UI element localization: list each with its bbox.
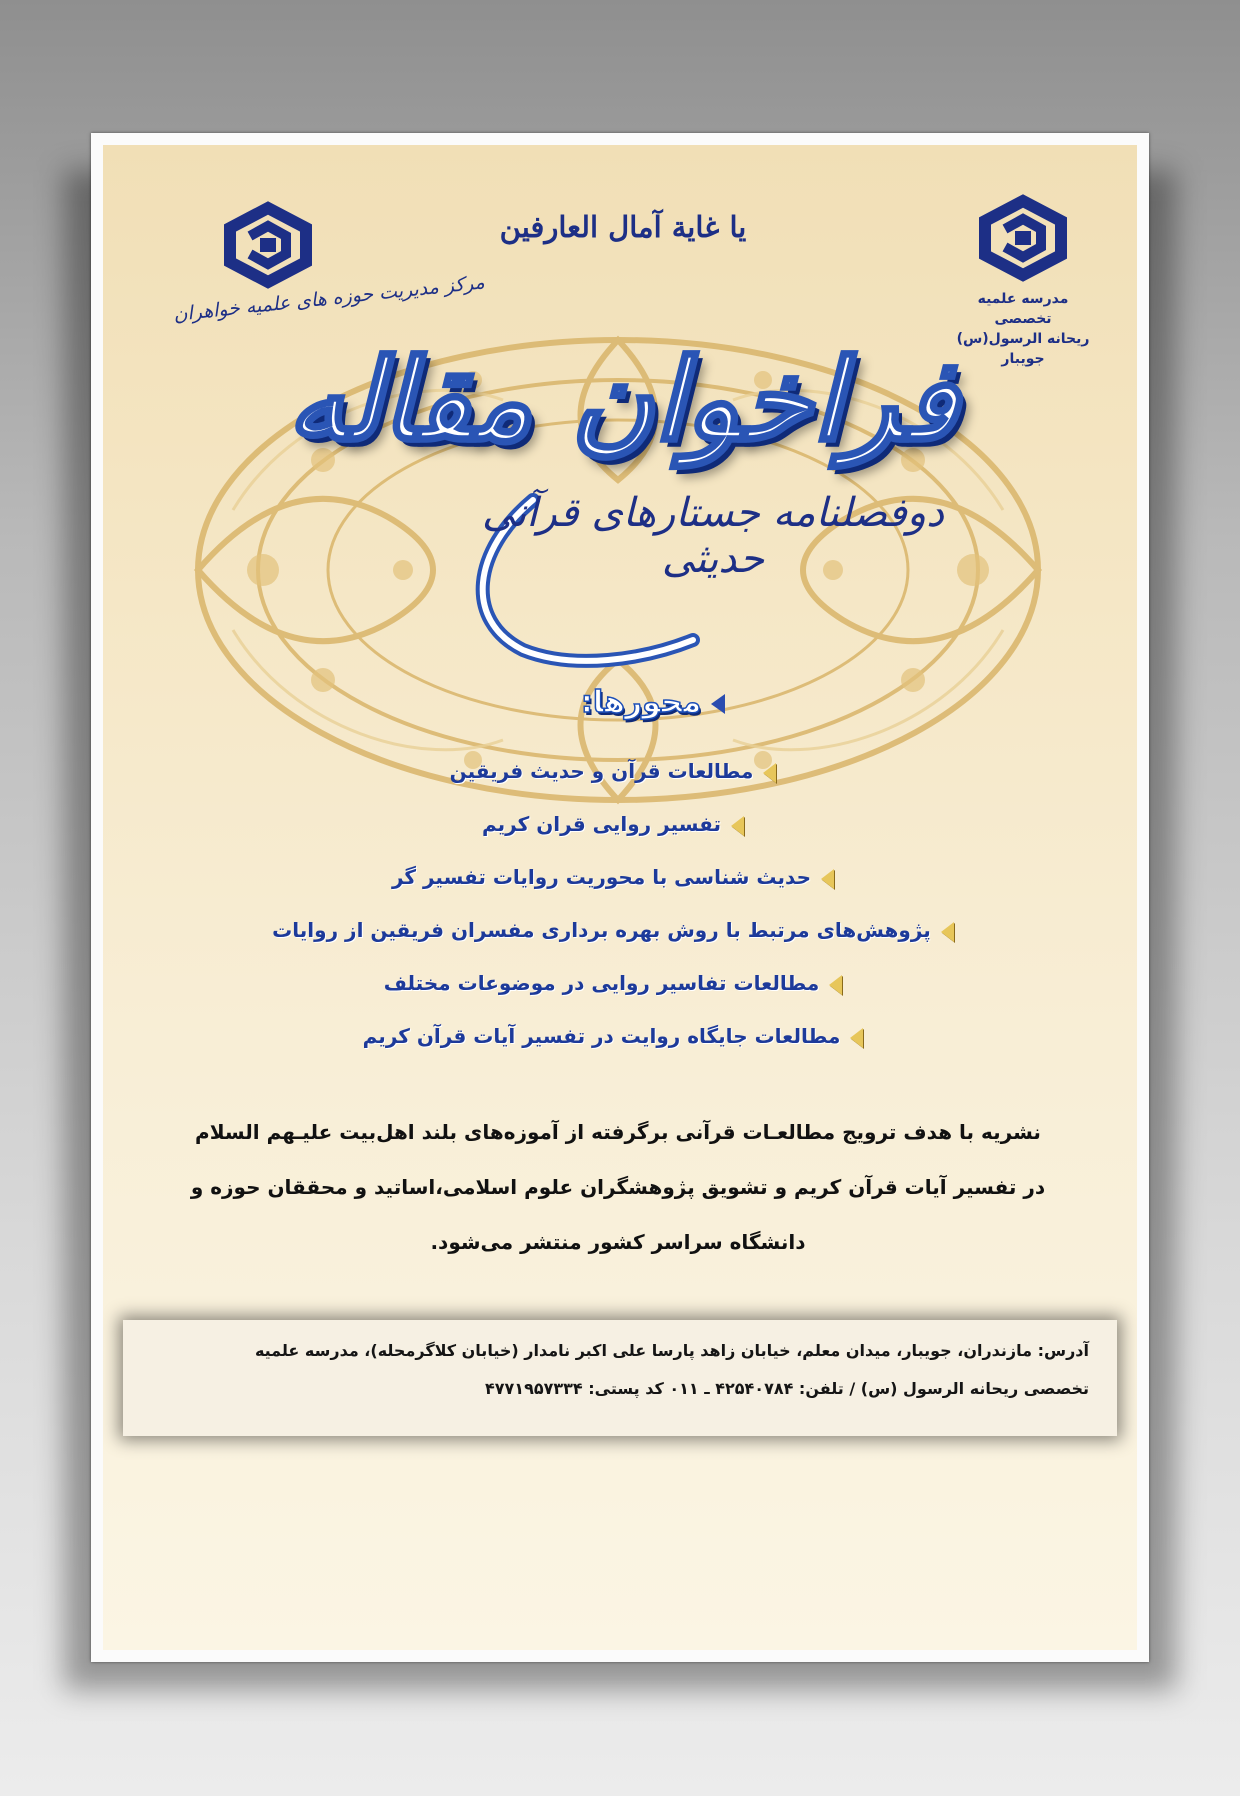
triangle-marker-icon <box>829 975 842 995</box>
triangle-marker-icon <box>821 869 834 889</box>
right-logo <box>948 193 1098 369</box>
triangle-marker-icon <box>711 694 725 714</box>
left-logo <box>172 200 486 326</box>
axis-label: پژوهش‌های مرتبط با روش بهره برداری مفسران فریقین از روایات <box>272 918 931 942</box>
list-item <box>213 798 1013 851</box>
triangle-marker-icon <box>763 763 776 783</box>
right-logo-caption <box>948 289 1098 369</box>
description-line: دانشگاه سراسر کشور منتشر می‌شود. <box>430 1230 806 1254</box>
axes-heading-label: محورها: <box>580 685 702 720</box>
right-logo-caption-line1: مدرسه علمیه تخصصی <box>977 291 1069 327</box>
axes-list <box>213 745 1013 1063</box>
address-line1: آدرس: مازندران، جویبار، میدان معلم، خیابان زاهد پارسا علی اکبر نامدار (خیابان کلاگرمحله)، مدرسه علمیه <box>254 1341 1089 1360</box>
axis-label: مطالعات جایگاه روایت در تفسیر آیات قرآن کریم <box>362 1024 841 1048</box>
poster-frame <box>91 133 1149 1662</box>
list-item <box>213 1010 1013 1063</box>
triangle-marker-icon <box>941 922 954 942</box>
address-line2: تخصصی ریحانه الرسول (س) / تلفن: ۴۲۵۴۰۷۸۴ ـ ۰۱۱ کد پستی: ۴۷۷۱۹۵۷۳۳۴ <box>485 1379 1089 1398</box>
axis-label: مطالعات تفاسیر روایی در موضوعات مختلف <box>383 971 820 995</box>
hexagon-knot-icon <box>975 193 1071 283</box>
description <box>183 1105 1053 1270</box>
list-item <box>213 745 1013 798</box>
address-box <box>123 1320 1117 1436</box>
triangle-marker-icon <box>850 1028 863 1048</box>
poster <box>103 145 1137 1650</box>
left-logo-caption: مرکز مدیریت حوزه های علمیه خواهران <box>172 271 486 326</box>
axis-label: تفسیر روایی قران کریم <box>481 812 722 836</box>
right-logo-caption-line2: ریحانه الرسول(س) جویبار <box>956 331 1090 367</box>
axis-label: حدیث شناسی با محوریت روایات تفسیر گر <box>391 865 812 889</box>
description-line: در تفسیر آیات قرآن کریم و تشویق پژوهشگران علوم اسلامی،اساتید و محققان حوزه و <box>190 1175 1046 1199</box>
list-item <box>213 904 1013 957</box>
list-item <box>213 957 1013 1010</box>
hexagon-knot-icon <box>220 200 316 290</box>
invocation-text: یا غایة آمال العارفین <box>499 210 747 244</box>
subtitle: دوفصلنامه جستارهای قرآنی حدیثی <box>481 490 945 582</box>
list-item <box>213 851 1013 904</box>
triangle-marker-icon <box>731 816 744 836</box>
axis-label: مطالعات قرآن و حدیث فریقین <box>449 759 754 783</box>
main-title: فراخوان مقاله <box>287 335 959 466</box>
description-line: نشریه با هدف ترویج مطالعـات قرآنی برگرفته از آموزه‌های بلند اهل‌بیت علیـهم السلام <box>195 1120 1041 1144</box>
axes-heading <box>493 685 813 720</box>
